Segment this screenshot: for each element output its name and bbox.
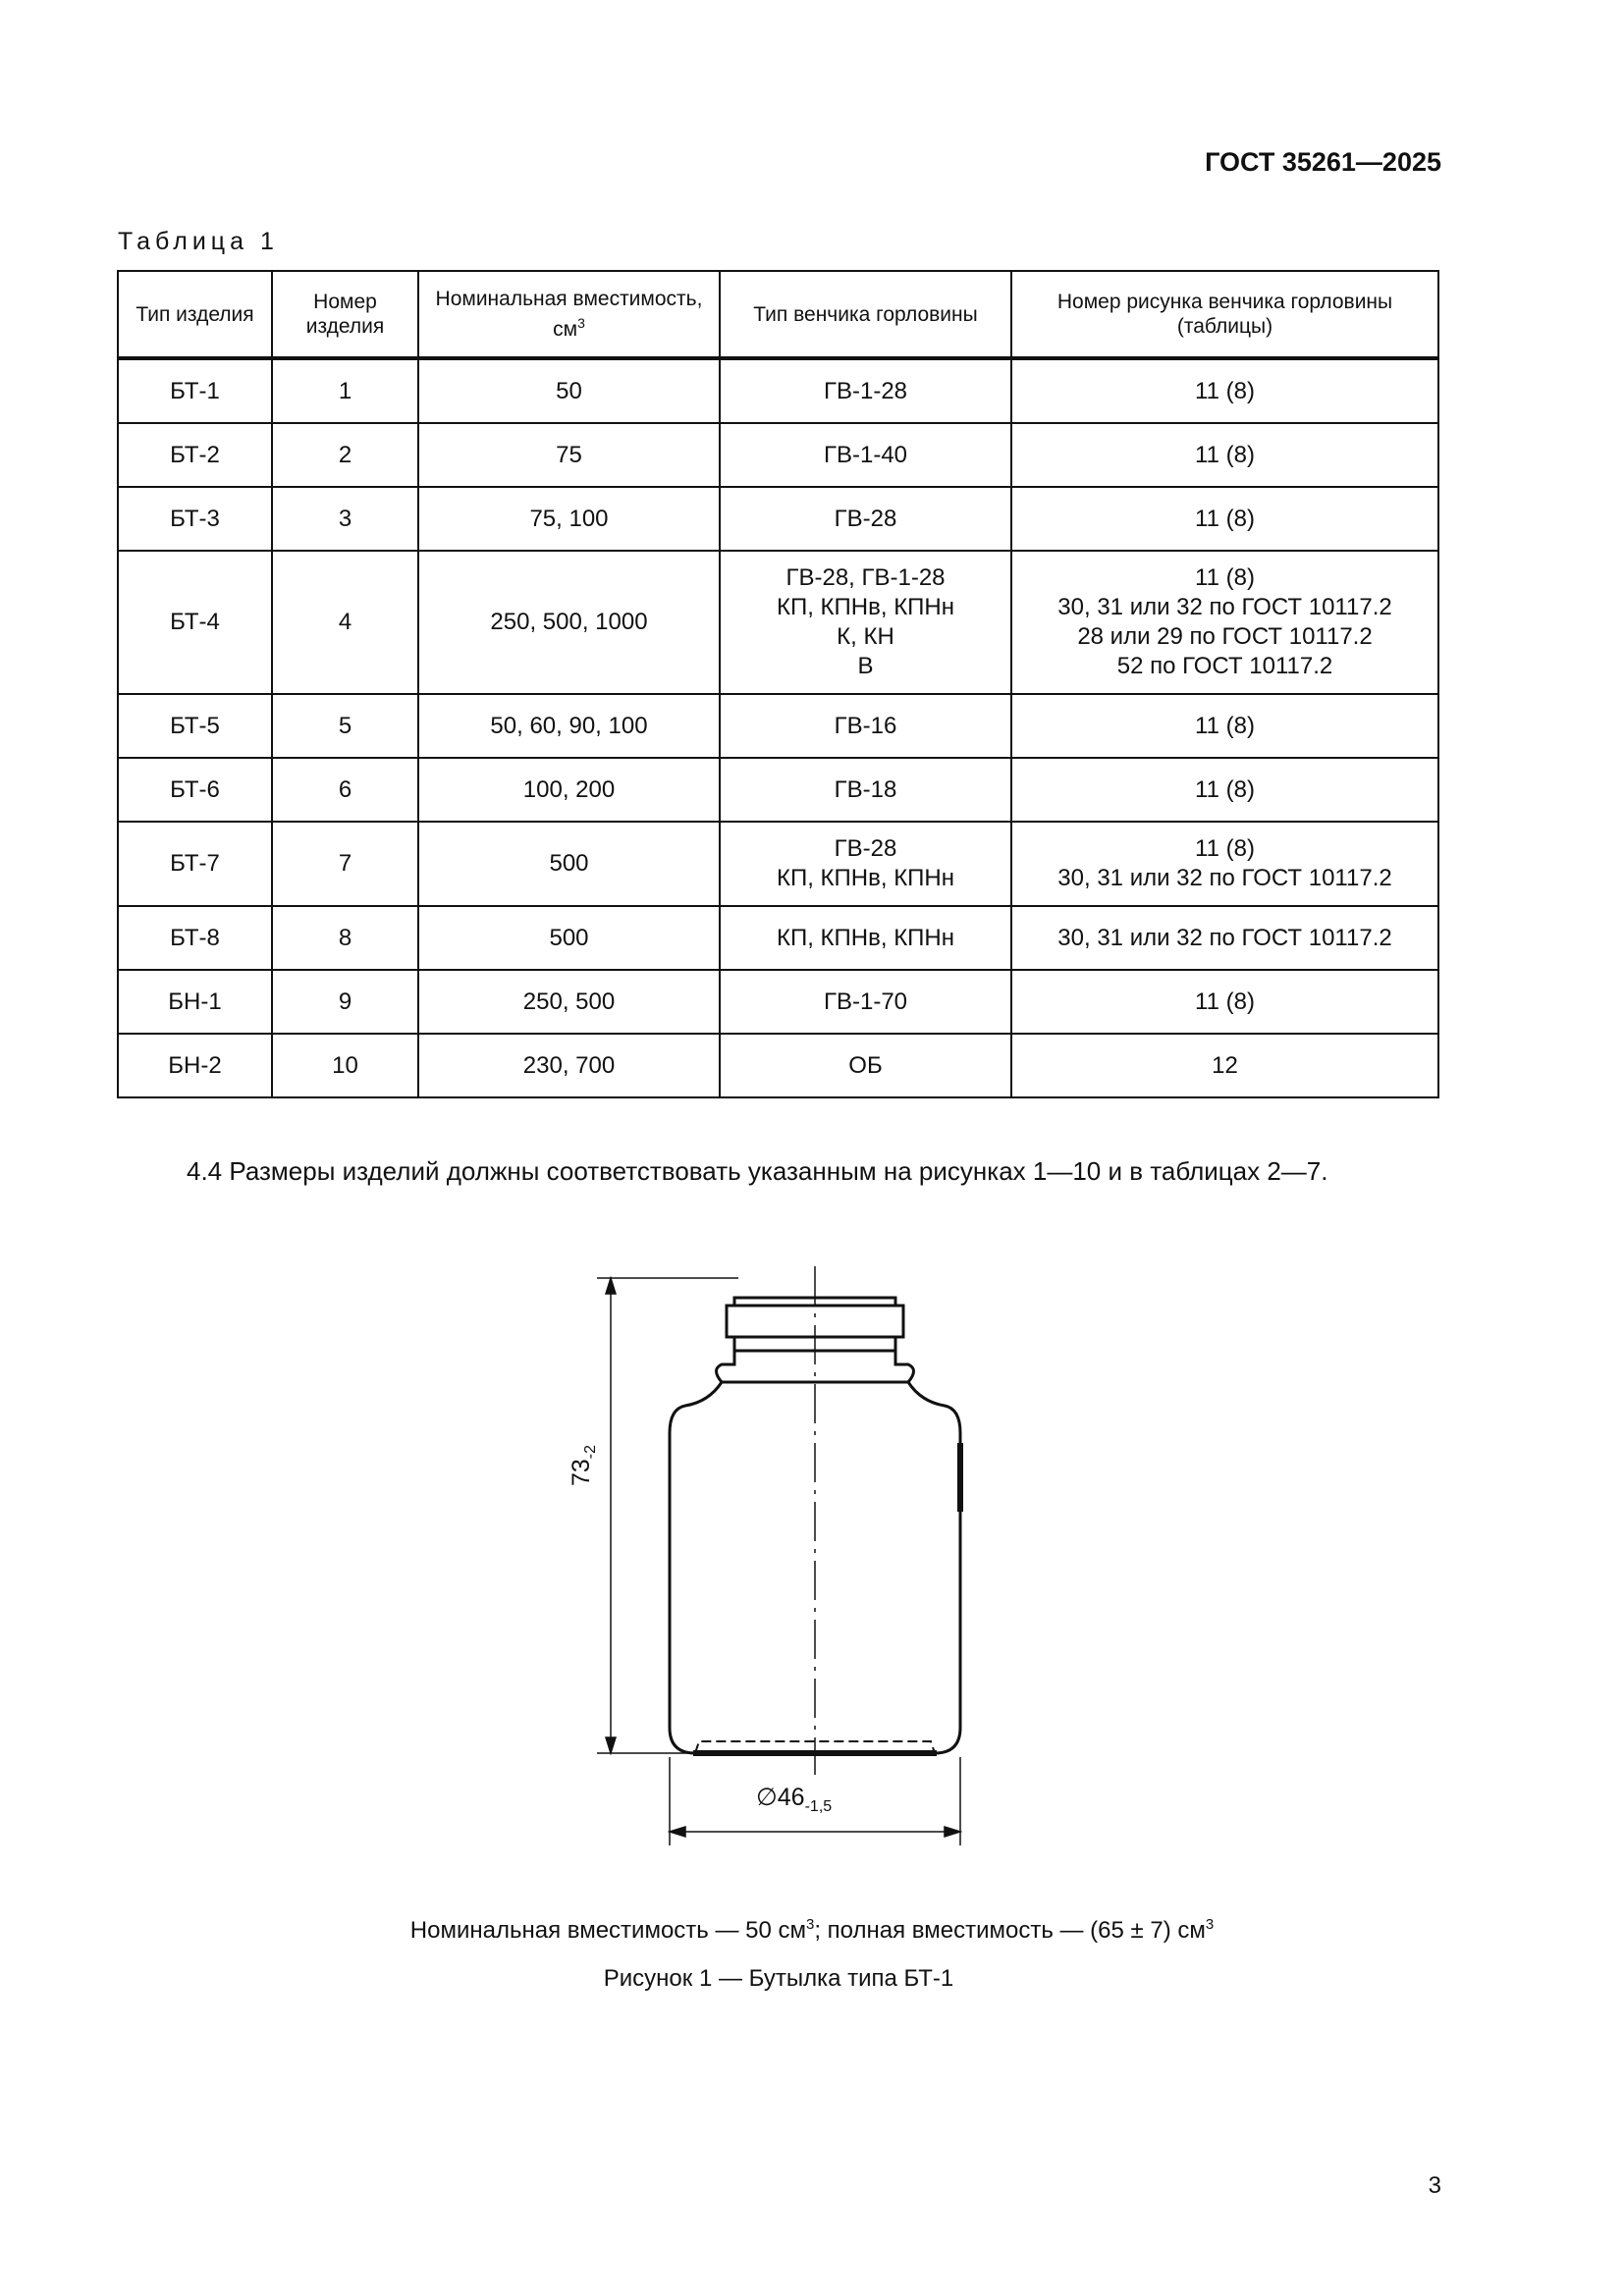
cell-figure: 11 (8) 30, 31 или 32 по ГОСТ 10117.2 (1011, 822, 1438, 906)
cell-capacity: 50, 60, 90, 100 (418, 694, 720, 758)
cell-figure: 30, 31 или 32 по ГОСТ 10117.2 (1011, 906, 1438, 970)
col-header-type: Тип изделия (118, 271, 272, 358)
cell-capacity: 250, 500, 1000 (418, 551, 720, 694)
table-row (118, 423, 1438, 487)
cell-number: 3 (272, 487, 418, 551)
cell-type: БТ-8 (118, 906, 272, 970)
cell-neck: КП, КПНв, КПНн (720, 906, 1011, 970)
cell-figure: 11 (8) (1011, 358, 1438, 423)
cell-type: БТ-6 (118, 758, 272, 822)
cell-neck: ГВ-1-28 (720, 358, 1011, 423)
cell-figure: 11 (8) 30, 31 или 32 по ГОСТ 10117.2 28 или 29 по ГОСТ 10117.2 52 по ГОСТ 10117.2 (1011, 551, 1438, 694)
table-row (118, 906, 1438, 970)
table-row (118, 358, 1438, 423)
col-header-neck: Тип венчика горловины (720, 271, 1011, 358)
cell-type: БН-1 (118, 970, 272, 1034)
table-row (118, 487, 1438, 551)
table-row (118, 694, 1438, 758)
cell-neck: ГВ-1-40 (720, 423, 1011, 487)
paragraph-4-4: 4.4 Размеры изделий должны соответствовать указанным на рисунках 1—10 и в таблицах 2—7. (187, 1156, 1328, 1186)
cell-capacity: 75, 100 (418, 487, 720, 551)
diameter-dimension: $\emptyset 46_{-1,5}$ (756, 1784, 833, 1815)
cell-capacity: 50 (418, 358, 720, 423)
cell-figure: 11 (8) (1011, 423, 1438, 487)
cell-number: 8 (272, 906, 418, 970)
cell-capacity: 230, 700 (418, 1034, 720, 1097)
figure-caption: Рисунок 1 — Бутылка типа БТ-1 (603, 1965, 954, 1992)
cell-figure: 11 (8) (1011, 487, 1438, 551)
table-row (118, 758, 1438, 822)
col-header-number: Номер изделия (272, 271, 418, 358)
cell-neck: ГВ-28 (720, 487, 1011, 551)
figure-note: Номинальная вместимость — 50 $см^3$; полная вместимость — (65 ± 7) $см^3$ (409, 1916, 1215, 1944)
cell-type: БТ-2 (118, 423, 272, 487)
cell-neck: ГВ-18 (720, 758, 1011, 822)
cell-type: БТ-7 (118, 822, 272, 906)
cell-neck: ГВ-28, ГВ-1-28 КП, КПНв, КПНн К, КН В (720, 551, 1011, 694)
cell-number: 4 (272, 551, 418, 694)
cell-neck: ГВ-16 (720, 694, 1011, 758)
cell-number: 7 (272, 822, 418, 906)
table-header-row (118, 271, 1438, 358)
height-dimension: $73_{-2}$ (568, 1444, 599, 1486)
cell-type: БТ-4 (118, 551, 272, 694)
cell-capacity: 75 (418, 423, 720, 487)
cell-capacity: 500 (418, 906, 720, 970)
cell-capacity: 500 (418, 822, 720, 906)
page-number: 3 (1428, 2172, 1441, 2199)
table-body (118, 358, 1438, 1097)
cell-number: 1 (272, 358, 418, 423)
table-row (118, 1034, 1438, 1097)
cell-neck: ОБ (720, 1034, 1011, 1097)
table-caption: Таблица 1 (118, 228, 279, 255)
table-row (118, 551, 1438, 694)
col-header-figure: Номер рисунка венчика горловины (таблицы) (1011, 271, 1438, 358)
cell-figure: 11 (8) (1011, 970, 1438, 1034)
table-row (118, 970, 1438, 1034)
cell-number: 10 (272, 1034, 418, 1097)
cell-number: 6 (272, 758, 418, 822)
cell-number: 9 (272, 970, 418, 1034)
cell-capacity: 100, 200 (418, 758, 720, 822)
spec-table (117, 270, 1439, 1098)
cell-number: 2 (272, 423, 418, 487)
col-header-capacity: Номинальная вместимость, $см^3$ (418, 271, 720, 358)
standard-header: ГОСТ 35261—2025 (1205, 147, 1441, 177)
cell-figure: 11 (8) (1011, 758, 1438, 822)
cell-figure: 11 (8) (1011, 694, 1438, 758)
cell-number: 5 (272, 694, 418, 758)
cell-type: БТ-5 (118, 694, 272, 758)
cell-capacity: 250, 500 (418, 970, 720, 1034)
bottle-drawing (511, 1237, 1119, 1865)
cell-type: БТ-3 (118, 487, 272, 551)
cell-type: БН-2 (118, 1034, 272, 1097)
cell-figure: 12 (1011, 1034, 1438, 1097)
cell-neck: ГВ-28 КП, КПНв, КПНн (720, 822, 1011, 906)
table-row (118, 822, 1438, 906)
cell-neck: ГВ-1-70 (720, 970, 1011, 1034)
cell-type: БТ-1 (118, 358, 272, 423)
